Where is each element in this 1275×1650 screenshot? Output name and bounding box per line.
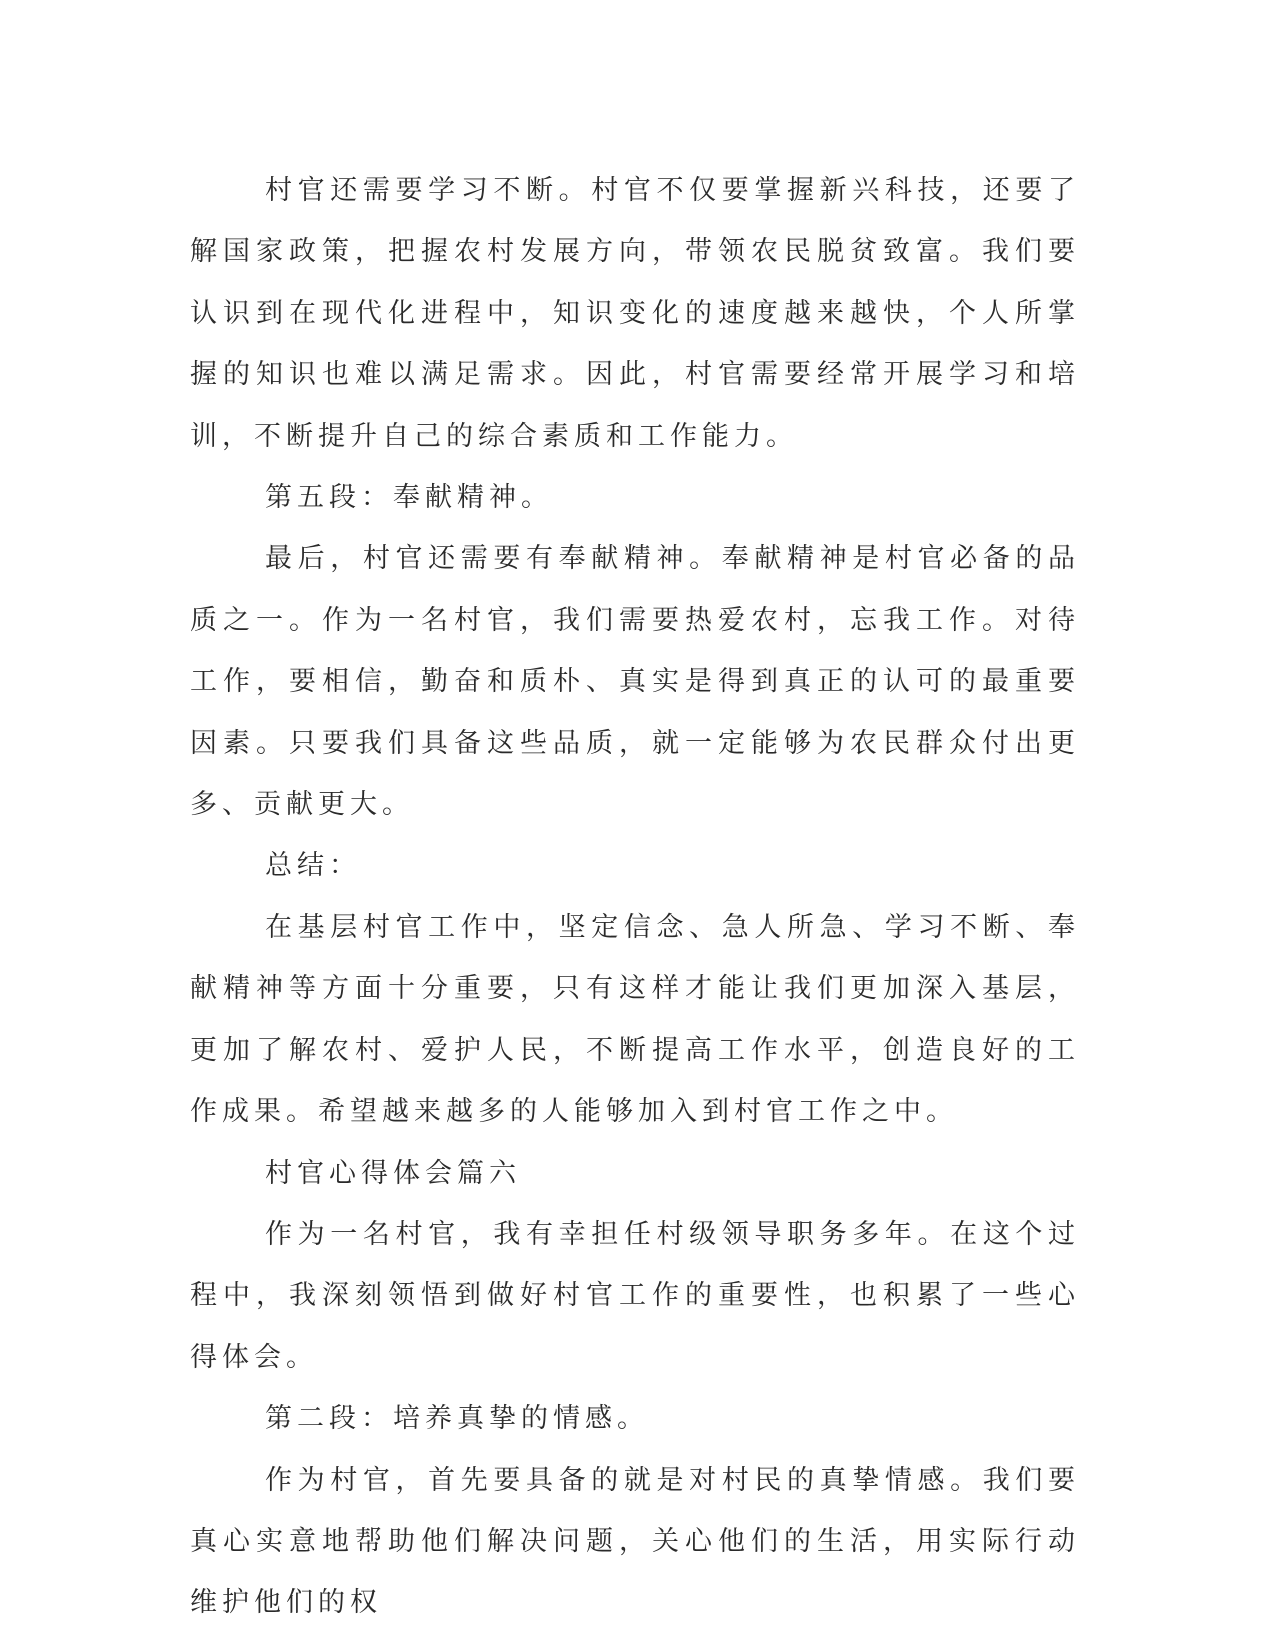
article-title-six: 村官心得体会篇六 [265, 1157, 521, 1189]
paragraph-summary: 在基层村官工作中，坚定信念、急人所急、学习不断、奉献精神等方面十分重要，只有这样才能让我们更加深入基层，更加了解农村、爱护人民，不断提高工作水平，创造良好的工作成果。希望越来越多的人能够加入到村官工作之中。 [190, 911, 1080, 1128]
section-heading-five: 第五段：奉献精神。 [265, 482, 553, 514]
document-body [190, 160, 1080, 1634]
paragraph-dedication: 最后，村官还需要有奉献精神。奉献精神是村官必备的品质之一。作为一名村官，我们需要热爱农村，忘我工作。对待工作，要相信，勤奋和质朴、真实是得到真正的认可的最重要因素。只要我们具备这些品质，就一定能够为农民群众付出更多、贡献更大。 [190, 543, 1080, 821]
section-heading-two: 第二段：培养真挚的情感。 [265, 1403, 649, 1435]
paragraph-intro: 作为一名村官，我有幸担任村级领导职务多年。在这个过程中，我深刻领悟到做好村官工作的重要性，也积累了一些心得体会。 [190, 1218, 1080, 1373]
paragraph-emotion: 作为村官，首先要具备的就是对村民的真挚情感。我们要真心实意地帮助他们解决问题，关心他们的生活，用实际行动维护他们的权 [190, 1464, 1080, 1619]
paragraph-learning: 村官还需要学习不断。村官不仅要掌握新兴科技，还要了解国家政策，把握农村发展方向，带领农民脱贫致富。我们要认识到在现代化进程中，知识变化的速度越来越快，个人所掌握的知识也难以满足需求。因此，村官需要经常开展学习和培训，不断提升自己的综合素质和工作能力。 [190, 175, 1080, 452]
summary-heading: 总结： [265, 850, 361, 882]
